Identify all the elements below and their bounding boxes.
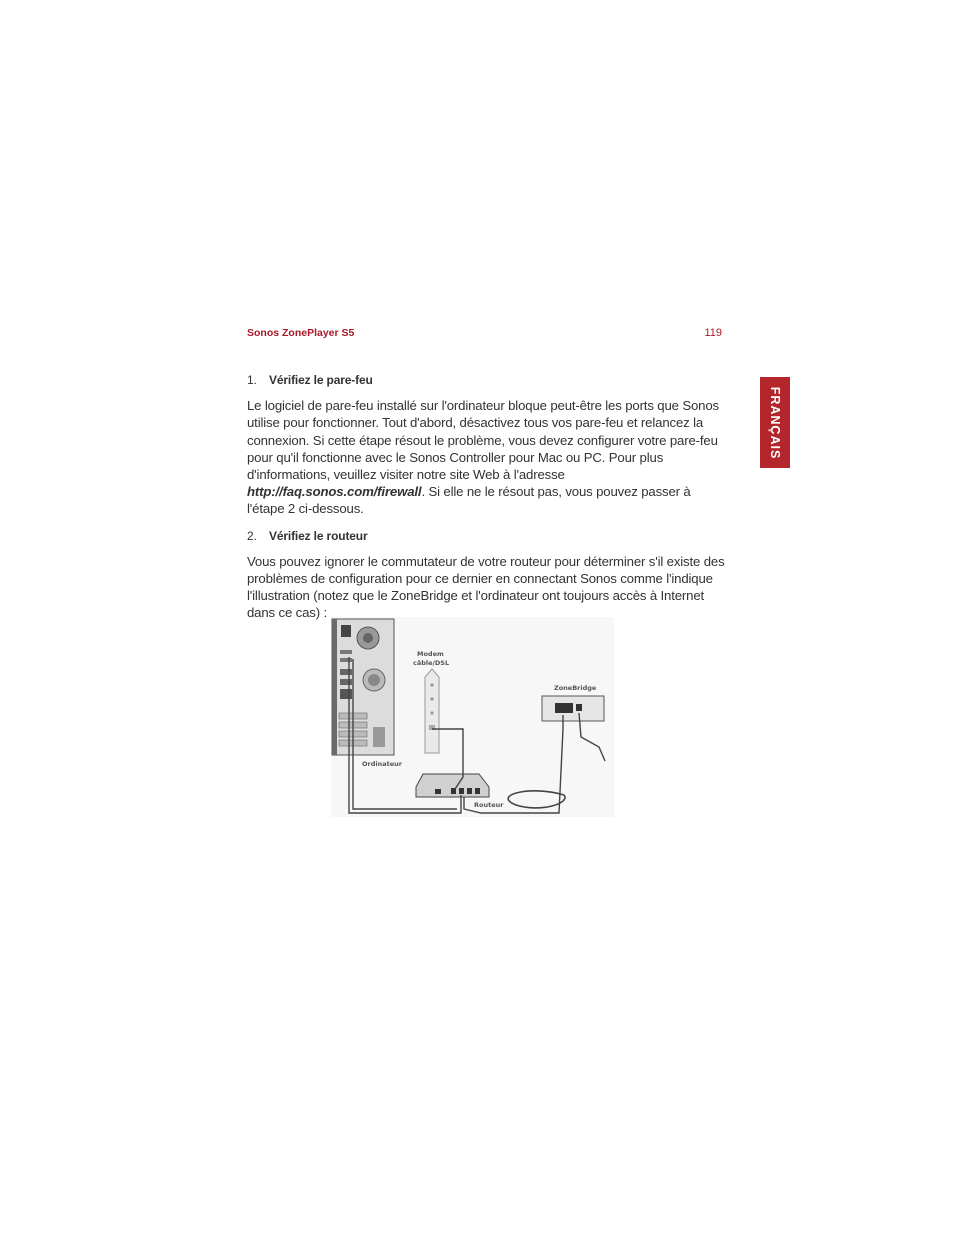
network-diagram — [331, 617, 614, 817]
page-number: 119 — [704, 327, 722, 339]
step-1-text-a: Le logiciel de pare-feu installé sur l'ordinateur bloque peut-être les ports que Sonos utilise pour fonctionner. Tout d'abord, désactivez tous vos pare-feu et relancez la connexion. Si cette étape résout le problème, vous devez configurer votre pare-feu pour qu'il fonctionne avec le Sonos Controller pour Mac ou PC. Pour plus d'informations, veuillez visiter notre site Web à l'adresse — [247, 398, 719, 483]
step-2-number: 2. — [247, 528, 257, 543]
language-tab-label: FRANÇAIS — [768, 386, 782, 459]
computer-label: Ordinateur — [362, 760, 402, 768]
step-1-paragraph — [247, 397, 727, 517]
step-2-heading — [247, 528, 727, 545]
step-1-text-b: . Si elle ne le résout pas, vous pouvez passer à l'étape 2 ci-dessous. — [247, 484, 691, 517]
router-device — [416, 774, 489, 797]
router-label: Routeur — [474, 801, 504, 809]
modem-label-line1: Modem — [417, 650, 444, 658]
language-tab — [760, 377, 790, 468]
step-2-paragraph: Vous pouvez ignorer le commutateur de votre routeur pour déterminer s'il existe des problèmes de configuration pour ce dernier en connectant Sonos comme l'indique l'illustration (notez que le ZoneBridge et l'ordinateur ont toujours accès à Internet dans ce cas) : — [247, 553, 725, 621]
step-1-title: Vérifiez le pare-feu — [269, 373, 373, 387]
modem-device — [425, 669, 439, 753]
step-1-number: 1. — [247, 373, 257, 387]
modem-label-line2: câble/DSL — [413, 659, 450, 667]
step-2-title: Vérifiez le routeur — [269, 528, 368, 543]
zonebridge-label: ZoneBridge — [554, 684, 597, 692]
zonebridge-device — [542, 696, 604, 721]
main-content — [247, 372, 727, 632]
firewall-faq-link[interactable]: http://faq.sonos.com/firewall — [247, 484, 422, 500]
step-1-heading — [247, 372, 727, 389]
header-title: Sonos ZonePlayer S5 — [247, 327, 355, 339]
computer-tower — [332, 619, 394, 755]
